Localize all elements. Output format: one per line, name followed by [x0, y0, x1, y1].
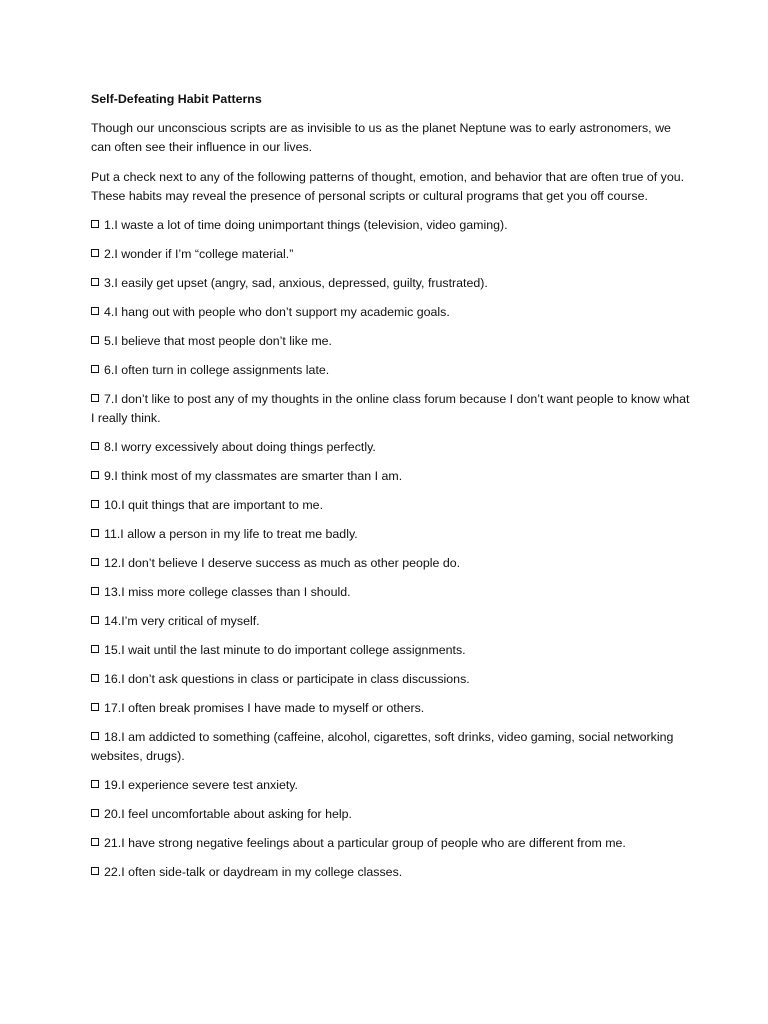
instructions-paragraph: Put a check next to any of the following patterns of thought, emotion, and behavior that are often true of you. These habits may reveal the presence of personal scripts or cultural programs that get you off course. — [91, 169, 685, 203]
checklist-item — [91, 467, 691, 486]
checkbox-icon[interactable] — [91, 307, 99, 315]
checklist-item-text: 2.I wonder if I’m “college material.” — [104, 247, 294, 262]
checklist-item-text: 20.I feel uncomfortable about asking for help. — [104, 807, 352, 822]
checklist-item-text: 16.I don’t ask questions in class or participate in class discussions. — [104, 672, 470, 687]
checklist-item — [91, 641, 691, 660]
checkbox-icon[interactable] — [91, 500, 99, 508]
document-page — [91, 90, 691, 892]
checklist-item-text: 17.I often break promises I have made to myself or others. — [104, 701, 425, 716]
checklist-item — [91, 496, 691, 515]
checklist-item — [91, 583, 691, 602]
checkbox-icon[interactable] — [91, 336, 99, 344]
checklist — [91, 216, 691, 883]
checklist-item-text: 19.I experience severe test anxiety. — [104, 778, 298, 793]
checklist-item — [91, 361, 691, 380]
checkbox-icon[interactable] — [91, 471, 99, 479]
checkbox-icon[interactable] — [91, 365, 99, 373]
document-title: Self-Defeating Habit Patterns — [91, 92, 262, 106]
checklist-item-text: 10.I quit things that are important to me. — [104, 498, 324, 513]
checklist-item-text: 13.I miss more college classes than I should. — [104, 585, 351, 600]
checkbox-icon[interactable] — [91, 442, 99, 450]
intro-paragraph: Though our unconscious scripts are as invisible to us as the planet Neptune was to early astronomers, we can often see their influence in our lives. — [91, 121, 671, 155]
checkbox-icon[interactable] — [91, 249, 99, 257]
checklist-item-text: 11.I allow a person in my life to treat me badly. — [104, 527, 358, 542]
checklist-item — [91, 612, 691, 631]
checkbox-icon[interactable] — [91, 780, 99, 788]
checklist-item-text: 14.I’m very critical of myself. — [104, 614, 260, 629]
checklist-item — [91, 245, 691, 264]
checkbox-icon[interactable] — [91, 278, 99, 286]
checklist-item — [91, 525, 691, 544]
checkbox-icon[interactable] — [91, 529, 99, 537]
checklist-item — [91, 216, 691, 235]
checklist-item — [91, 303, 691, 322]
checkbox-icon[interactable] — [91, 809, 99, 817]
checkbox-icon[interactable] — [91, 703, 99, 711]
checklist-item — [91, 863, 691, 882]
checkbox-icon[interactable] — [91, 674, 99, 682]
checkbox-icon[interactable] — [91, 558, 99, 566]
checklist-item — [91, 728, 691, 766]
checklist-item — [91, 776, 691, 795]
checkbox-icon[interactable] — [91, 867, 99, 875]
checkbox-icon[interactable] — [91, 838, 99, 846]
checklist-item-text: 5.I believe that most people don’t like me. — [104, 334, 332, 349]
checklist-item-text: 7.I don’t like to post any of my thoughts in the online class forum because I don’t want people to know what I really think. — [91, 392, 690, 426]
checklist-item — [91, 834, 691, 853]
checklist-item — [91, 670, 691, 689]
checklist-item-text: 9.I think most of my classmates are smarter than I am. — [104, 469, 403, 484]
checklist-item — [91, 699, 691, 718]
checklist-item — [91, 274, 691, 293]
checklist-item — [91, 438, 691, 457]
checklist-item — [91, 390, 691, 428]
checklist-item-text: 12.I don’t believe I deserve success as much as other people do. — [104, 556, 461, 571]
checklist-item-text: 21.I have strong negative feelings about a particular group of people who are different from me. — [104, 836, 626, 851]
checklist-item-text: 18.I am addicted to something (caffeine, alcohol, cigarettes, soft drinks, video gaming, social networking websites, drugs). — [91, 730, 674, 764]
checklist-item-text: 6.I often turn in college assignments late. — [104, 363, 330, 378]
checklist-item-text: 1.I waste a lot of time doing unimportant things (television, video gaming). — [104, 218, 508, 233]
checkbox-icon[interactable] — [91, 220, 99, 228]
checklist-item-text: 8.I worry excessively about doing things perfectly. — [104, 440, 376, 455]
checkbox-icon[interactable] — [91, 732, 99, 740]
checklist-item-text: 3.I easily get upset (angry, sad, anxious, depressed, guilty, frustrated). — [104, 276, 488, 291]
checklist-item-text: 22.I often side-talk or daydream in my college classes. — [104, 865, 403, 880]
checkbox-icon[interactable] — [91, 645, 99, 653]
checklist-item — [91, 805, 691, 824]
checkbox-icon[interactable] — [91, 394, 99, 402]
checklist-item-text: 4.I hang out with people who don’t support my academic goals. — [104, 305, 450, 320]
checklist-item — [91, 554, 691, 573]
checklist-item — [91, 332, 691, 351]
checkbox-icon[interactable] — [91, 616, 99, 624]
checkbox-icon[interactable] — [91, 587, 99, 595]
checklist-item-text: 15.I wait until the last minute to do important college assignments. — [104, 643, 466, 658]
